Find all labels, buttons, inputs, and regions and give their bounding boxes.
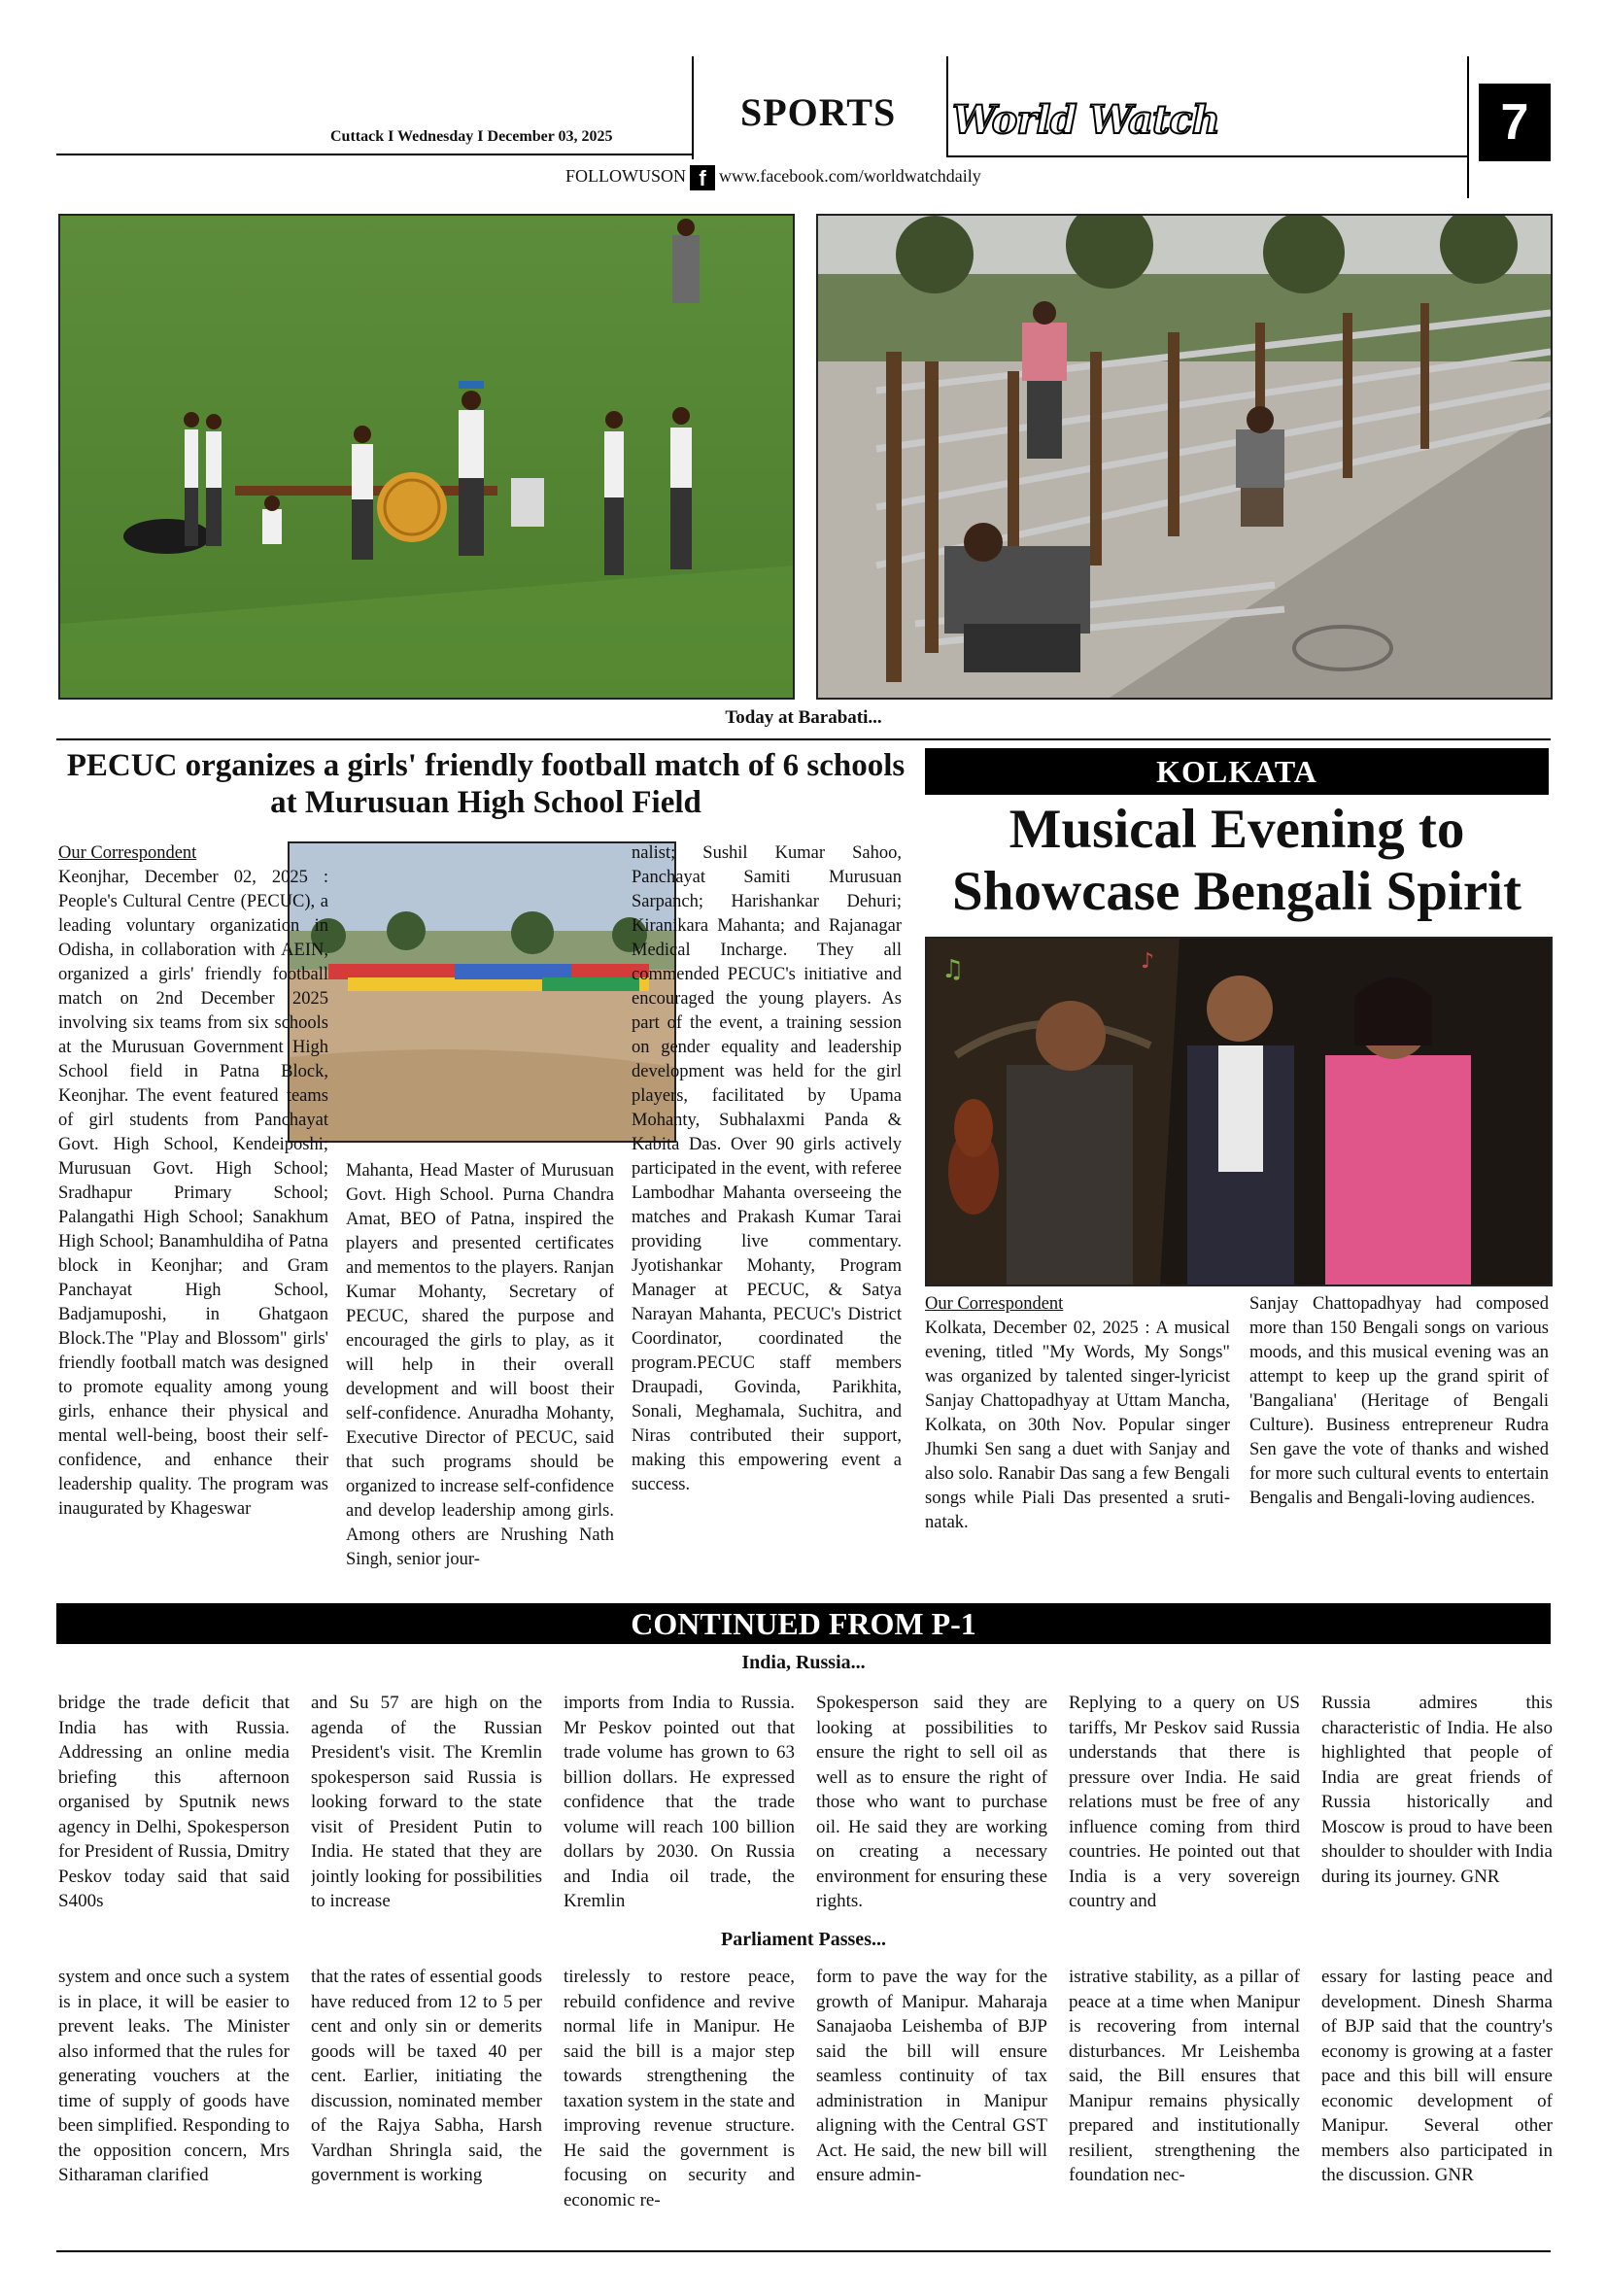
kolkata-column-2: Sanjay Chattopadhyay had composed more than 150 Bengali songs on various moods, and this musical evening was an attempt to keep up the grand spirit of 'Bangaliana' (Heritage of Bengali Culture). Business entrepreneur Rudra Sen gave the vote of thanks and wished for more such cultural events to entertain Bengalis and Bengali-loving audiences.	[1249, 1294, 1549, 1508]
masthead-rule-right	[946, 155, 1467, 157]
svg-text:♫: ♫	[941, 955, 965, 984]
pecuc-byline: Our Correspondent	[58, 843, 197, 863]
kolkata-byline-text: Our Correspondent	[925, 1294, 1064, 1314]
footer-rule	[56, 2250, 1551, 2252]
dateline: Cuttack I Wednesday I December 03, 2025	[330, 128, 613, 145]
facebook-url: www.facebook.com/worldwatchdaily	[719, 166, 981, 187]
india-russia-col-1: bridge the trade deficit that India has with Russia. Addressing an online media briefing this afternoon organised by Sputnik news agency in Delhi, Spokesperson for President of Russia, Dmitry Peskov today said that said S400s	[58, 1693, 290, 1911]
svg-text:♪: ♪	[1141, 949, 1155, 974]
follow-label: FOLLOWUSON	[565, 166, 686, 187]
story-india-russia-title: India, Russia...	[741, 1652, 866, 1673]
india-russia-col-3: imports from India to Russia. Mr Peskov pointed out that trade volume has grown to 63 billion dollars. He expressed confidence that the trade volume will reach 100 billion dollars by 2030. On Russia and India oil trade, the Kremlin	[564, 1693, 795, 1911]
india-russia-col-2: and Su 57 are high on the agenda of the Russian President's visit. The Kremlin spokesperson said Russia is looking forward to the state visit of President Putin to India. He stated that they are jointly looking for possibilities to increase	[311, 1693, 542, 1911]
facebook-icon: f	[690, 165, 715, 190]
pecuc-column-2-text: Mahanta, Head Master of Murusuan Govt. High School. Purna Chandra Amat, BEO of Patna, inspired the players and presented certificates and mementos to the players. Ranjan Kumar Mohanty, Secretary of PECUC, shared the purpose and encouraged the girls to play, as it will help in their overall development and will boost their self-confidence. Anuradha Mohanty, Executive Director of PECUC, said that such programs should be organized to increase self-confidence and develop leadership among girls. Among others are Nrushing Nath Singh, senior jour-	[346, 1161, 614, 1569]
india-russia-col-5: Replying to a query on US tariffs, Mr Peskov said Russia understands that there is pressure over India. He said relations must be free of any influence coming from third countries. He pointed out that India is a very sovereign country and	[1069, 1693, 1300, 1911]
parliament-col-2: that the rates of essential goods have reduced from 12 to 5 per cent and only sin or demerits goods will be taxed 40 per cent. Earlier, initiating the discussion, nominated member of the Rajya Sabha, Harsh Vardhan Shringla said, the government is working	[311, 1967, 542, 2185]
india-russia-col-4: Spokesperson said they are looking at possibilities to ensure the right to sell oil as well as to ensure the right of those who want to purchase oil. He said they are working on creating a necessary environment for ensuring these rights.	[816, 1693, 1047, 1911]
parliament-col-1: system and once such a system is in place, it will be easier to prevent leaks. The Minister also informed that the rules for generating vouchers at the time of supply of goods have been simplified. Responding to the opposition concern, Mrs Sitharaman clarified	[58, 1967, 290, 2185]
parliament-col-4: form to pave the way for the growth of Manipur. Maharaja Sanajaoba Leishemba of BJP said the bill will ensure seamless continuity of tax administration in Manipur aligning with the Central GST Act. He said, the new bill will ensure admin-	[816, 1967, 1047, 2185]
masthead-divider-1	[692, 56, 694, 159]
kolkata-section-bar: KOLKATA	[925, 748, 1549, 795]
publication-logo: World Watch	[952, 97, 1219, 143]
masthead-rule-left	[56, 154, 694, 155]
india-russia-col-6: Russia admires this characteristic of India. He also highlighted that people of India are great friends of Russia historically and Moscow is proud to have been shoulder to shoulder with India during its journey. GNR	[1321, 1693, 1553, 1887]
masthead-divider-3	[1467, 56, 1469, 198]
parliament-col-3: tirelessly to restore peace, rebuild confidence and revive normal life in Manipur. He said the bill is a major step towards strengthening the taxation system in the state and improving revenue structure. He said the government is focusing on security and economic re-	[564, 1967, 795, 2210]
pecuc-headline: PECUC organizes a girls' friendly football match of 6 schools at Murusuan High School Field	[66, 748, 906, 820]
pecuc-column-3-text: nalist; Sushil Kumar Sahoo, Panchayat Samiti Murusuan Sarpanch; Harishankar Dehuri; Kiranikara Mahanta; and Rajanagar Medical Incharge. They all commended PECUC's initiative and encouraged the young players. As part of the event, a training session on gender equality and leadership development was held for the girl players, facilitated by Upama Mohanty, Subhalaxmi Panda & Kabita Das. Over 90 girls actively participated in the event, with referee Lambodhar Mahanta overseeing the matches and Prakash Kumar Tarai providing live commentary. Jyotishankar Mohanty, Program Manager at PECUC, & Satya Narayan Mahanta, PECUC's District Coordinator, coordinated the program.PECUC staff members Draupadi, Govinda, Parikhita, Sonali, Meghamala, Suchitra, and Niras contributed their support, making this empowering event a success.	[632, 843, 902, 1494]
section-rule-top	[56, 738, 1551, 740]
parliament-col-5: istrative stability, as a pillar of peace at a time when Manipur is recovering from internal disturbances. Mr Leishemba said, the Bill ensures that Manipur remains physically prepared and institutionally resilient, strengthening the foundation nec-	[1069, 1967, 1300, 2185]
kolkata-column-1: Kolkata, December 02, 2025 : A musical evening, titled "My Words, My Songs" was organized by talented singer-lyricist Sanjay Chattopadhyay at Uttam Mancha, Kolkata, on 30th Nov. Popular singer Jhumki Sen sang a duet with Sanjay and also solo. Ranabir Das sang a few Bengali songs while Piali Das presented a sruti-natak.	[925, 1319, 1230, 1532]
page-number: 7	[1479, 84, 1551, 161]
continued-bar: CONTINUED FROM P-1	[56, 1603, 1551, 1644]
photo-football-teams	[288, 841, 676, 1143]
follow-us-line	[565, 165, 981, 190]
photo-barricade-work	[816, 214, 1553, 700]
parliament-col-6: essary for lasting peace and development. Dinesh Sharma of BJP said that the country's economy is growing at a faster pace and this bill will ensure economic development of Manipur. Several other members also participated in the discussion. GNR	[1321, 1967, 1553, 2185]
photo-caption: Today at Barabati...	[725, 707, 882, 728]
masthead-divider-2	[946, 56, 948, 157]
pecuc-column-1-text: Keonjhar, December 02, 2025 : People's Cultural Centre (PECUC), a leading voluntary organization in Odisha, in collaboration with AEIN, organized a girls' friendly football match on 2nd December 2025 involving six teams from six schools at the Murusuan Government High School field in Patna Block, Keonjhar. The event featured teams of girl students from Panchayat Govt. High School, Kendeiposhi; Murusuan Govt. High School; Sradhapur Primary School; Palangathi High School; Sanakhum High School; Banamhuldiha of Patna block in Keonjhar; and Gram Panchayat High School, Badjamuposhi, in Ghatgaon Block.The "Play and Blossom" girls' friendly football match was designed to promote equality among young girls, enhance their physical and mental well-being, boost their self-confidence, and enhance their leadership quality. The program was inaugurated by Khageswar	[58, 868, 328, 1519]
photo-cricket-pitch	[58, 214, 795, 700]
story-parliament-title: Parliament Passes...	[56, 1929, 1551, 1951]
photo-musical-evening	[925, 937, 1553, 1286]
section-title: SPORTS	[740, 90, 897, 134]
kolkata-byline	[925, 1292, 1228, 1317]
kolkata-headline: Musical Evening to Showcase Bengali Spirit	[952, 799, 1522, 922]
